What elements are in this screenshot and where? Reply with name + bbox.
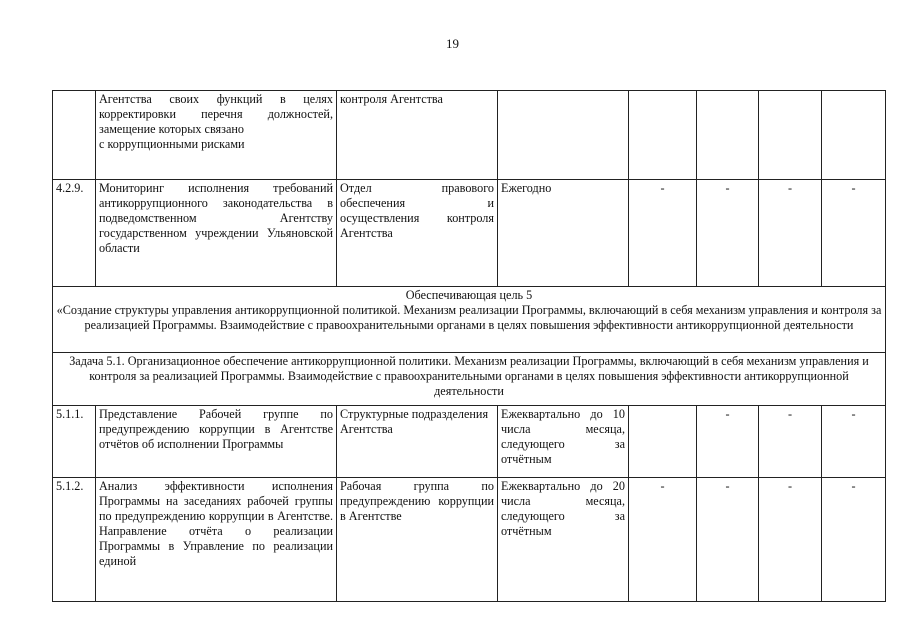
row-number-cell: 5.1.2. bbox=[53, 478, 96, 602]
table-row bbox=[53, 180, 886, 287]
measure-cell: Представление Рабочей группе по предупреждению коррупции в Агентстве отчётов об исполнении Программы bbox=[96, 406, 337, 478]
value-cell: - bbox=[629, 478, 697, 602]
value-cell: - bbox=[822, 406, 886, 478]
value-cell bbox=[759, 91, 822, 180]
row-number-cell: 5.1.1. bbox=[53, 406, 96, 478]
executor-cell: Рабочая группа по предупреждению коррупции в Агентстве bbox=[337, 478, 498, 602]
value-cell: - bbox=[759, 406, 822, 478]
value-cell: - bbox=[822, 478, 886, 602]
task-row bbox=[53, 353, 886, 406]
term-cell: Ежегодно bbox=[498, 180, 629, 287]
value-cell: - bbox=[697, 406, 759, 478]
value-cell: - bbox=[697, 478, 759, 602]
value-cell: - bbox=[697, 180, 759, 287]
row-number-cell: 4.2.9. bbox=[53, 180, 96, 287]
term-cell: Ежеквартально до 20 числа месяца, следующего за отчётным bbox=[498, 478, 629, 602]
table-row bbox=[53, 478, 886, 602]
value-cell: - bbox=[759, 478, 822, 602]
goal-cell bbox=[53, 287, 886, 353]
measure-cell: Мониторинг исполнения требований антикоррупционного законодательства в подведомственном Агентству государственном учреждении Ульяновской области bbox=[96, 180, 337, 287]
value-cell bbox=[822, 91, 886, 180]
goal-row bbox=[53, 287, 886, 353]
table-row bbox=[53, 91, 886, 180]
table-row bbox=[53, 406, 886, 478]
value-cell: - bbox=[629, 180, 697, 287]
value-cell bbox=[629, 91, 697, 180]
term-cell: Ежеквартально до 10 числа месяца, следующего за отчётным bbox=[498, 406, 629, 478]
task-cell: Задача 5.1. Организационное обеспечение антикоррупционной политики. Механизм реализации Программы, включающий в себя механизм управления и контроля за реализацией Программы. Взаимодействие с правоохранительными органами в целях повышения эффективности антикоррупционной деятельности bbox=[53, 353, 886, 406]
value-cell: - bbox=[759, 180, 822, 287]
term-cell bbox=[498, 91, 629, 180]
measure-cell: Анализ эффективности исполнения Программы на заседаниях рабочей группы по предупреждению коррупции в Агентстве. Направление отчёта о реализации Программы в Управление по реализации единой bbox=[96, 478, 337, 602]
executor-cell: контроля Агентства bbox=[337, 91, 498, 180]
value-cell bbox=[629, 406, 697, 478]
goal-title: Обеспечивающая цель 5 bbox=[405, 288, 533, 302]
value-cell bbox=[697, 91, 759, 180]
program-table bbox=[52, 90, 886, 602]
page-number: 19 bbox=[446, 36, 459, 51]
row-number-cell bbox=[53, 91, 96, 180]
measure-cell: Агентства своих функций в целях корректировки перечня должностей, замещение которых связано с коррупционными рисками bbox=[96, 91, 337, 180]
executor-cell: Структурные подразделения Агентства bbox=[337, 406, 498, 478]
value-cell: - bbox=[822, 180, 886, 287]
executor-cell: Отдел правового обеспечения и осуществления контроля Агентства bbox=[337, 180, 498, 287]
goal-text: «Создание структуры управления антикоррупционной политикой. Механизм реализации Программы, включающий в себя механизм управления и контроля за реализацией Программы. Взаимодействие с правоохранительными органами в целях повышения эффективности антикоррупционной деятельности bbox=[56, 303, 882, 332]
